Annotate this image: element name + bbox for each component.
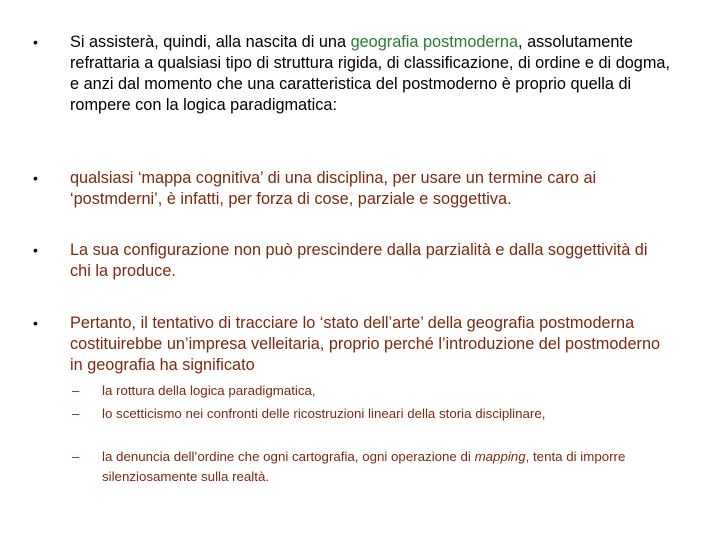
sub-item-3-italic-term: mapping xyxy=(474,449,526,464)
bullet-text-2: qualsiasi ‘mappa cognitiva’ di una disciplina, per usare un termine caro ai ‘postmderni’, è infatti, per forza di cose, parziale e soggettiva. xyxy=(70,169,597,208)
sub-item-3 xyxy=(72,447,672,487)
bullet-1-segment-intro: Si assisterà, quindi, alla nascita di una xyxy=(70,33,351,51)
sub-item-3-after: , tenta di imporre silenziosamente sulla realtà. xyxy=(102,449,626,484)
sub-item-text-3 xyxy=(102,447,672,487)
bullet-1-segment-rest: , assolutamente refrattaria a qualsiasi tipo di struttura rigida, di classificazione, di ordine e di dogma, e anzi dal momento che una caratteristica del postmoderno è proprio quella di rompere con la logica paradigmatica: xyxy=(70,33,670,114)
sub-item-dash: – xyxy=(72,383,80,398)
bullet-marker: • xyxy=(33,34,38,50)
sub-item-2 xyxy=(72,404,672,424)
sub-item-1 xyxy=(72,381,672,401)
sub-item-dash: – xyxy=(72,406,80,421)
sub-item-text-2: lo scetticismo nei confronti delle ricostruzioni lineari della storia disciplinare, xyxy=(102,406,546,421)
bullet-marker: • xyxy=(33,242,38,258)
bullet-1-highlight-term: geografia postmoderna xyxy=(350,33,519,51)
sub-item-dash: – xyxy=(72,449,80,464)
bullet-marker: • xyxy=(33,315,38,331)
bullet-marker: • xyxy=(33,170,38,186)
bullet-text-3: La sua configurazione non può prescindere dalla parzialità e dalla soggettività di chi la produce. xyxy=(70,241,648,280)
bullet-text-4: Pertanto, il tentativo di tracciare lo ‘stato dell’arte’ della geografia postmoderna costituirebbe un’impresa velleitaria, proprio perché l’introduzione del postmoderno in geografia ha significato xyxy=(70,314,661,374)
sub-item-text-1: la rottura della logica paradigmatica, xyxy=(102,383,316,398)
bullet-text-1 xyxy=(70,32,670,116)
sub-item-3-before: la denuncia dell’ordine che ogni cartografia, ogni operazione di xyxy=(102,449,475,464)
